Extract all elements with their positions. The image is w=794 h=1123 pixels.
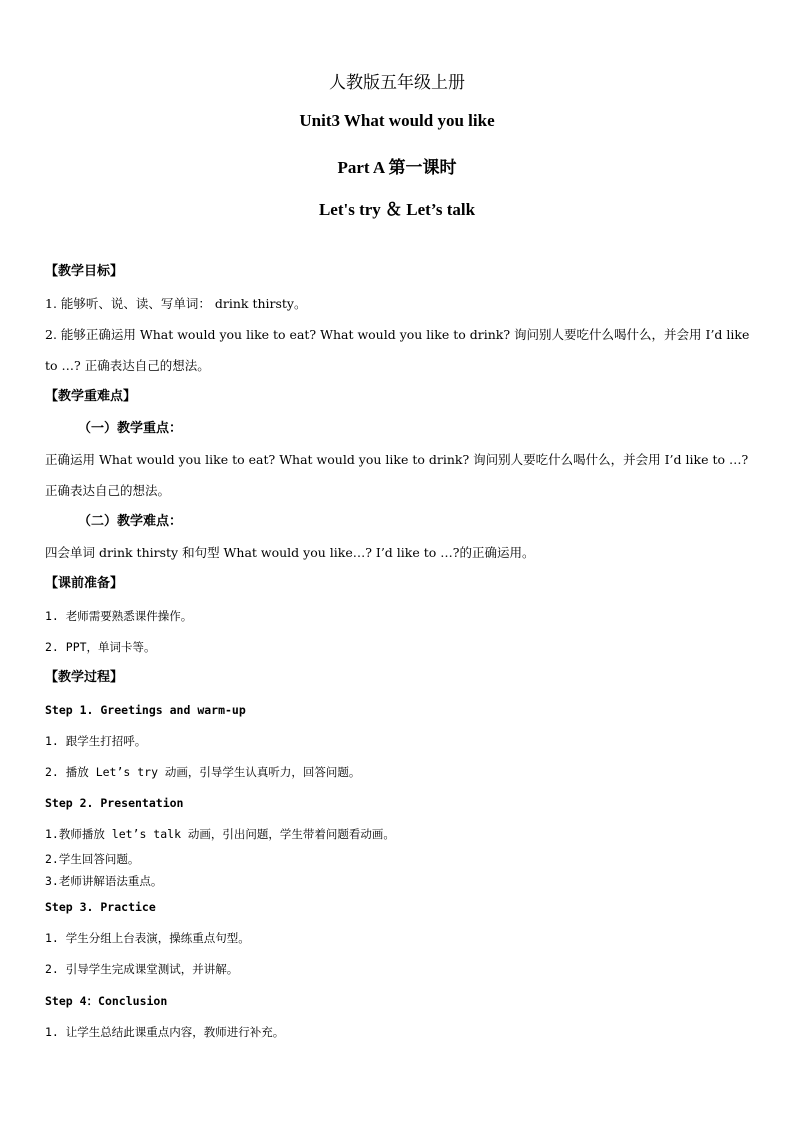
step-2-item-1: 1.教师播放 let’s talk 动画，引出问题，学生带着问题看动画。 bbox=[45, 827, 395, 841]
step-3-item-1: 1. 学生分组上台表演，操练重点句型。 bbox=[45, 931, 250, 945]
difficulty-subheading: （二）教学难点： bbox=[78, 514, 183, 529]
objectives-heading: 【教学目标】 bbox=[45, 264, 124, 279]
preparation-heading: 【课前准备】 bbox=[45, 576, 124, 591]
objective-item-2-line-2: to …? 正确表达自己的想法。 bbox=[45, 358, 210, 373]
key-point-text-line-2: 正确表达自己的想法。 bbox=[45, 483, 171, 498]
step-3-item-2: 2. 引导学生完成课堂测试，并讲解。 bbox=[45, 962, 239, 976]
lesson-title: Let's try ＆ Let’s talk bbox=[318, 200, 476, 219]
key-point-subheading: （一）教学重点： bbox=[78, 421, 183, 436]
step-1-item-2: 2. 播放 Let’s try 动画，引导学生认真听力，回答问题。 bbox=[45, 765, 361, 779]
step-4-title: Step 4：Conclusion bbox=[45, 994, 168, 1008]
part-title: Part A 第一课时 bbox=[337, 158, 457, 177]
step-2-item-2: 2.学生回答问题。 bbox=[45, 852, 140, 866]
difficulty-text: 四会单词 drink thirsty 和句型 What would you like…? I’d like to …?的正确运用。 bbox=[45, 545, 535, 560]
process-heading: 【教学过程】 bbox=[45, 670, 124, 685]
objective-item-2-line-1: 2. 能够正确运用 What would you like to eat? What would you like to drink? 询问别人要吃什么喝什么，并会用 I’d like bbox=[45, 327, 750, 342]
step-2-title: Step 2. Presentation bbox=[45, 796, 184, 810]
key-points-heading: 【教学重难点】 bbox=[45, 389, 137, 404]
key-point-text-line-1: 正确运用 What would you like to eat? What would you like to drink? 询问别人要吃什么喝什么，并会用 I’d like to …? bbox=[45, 452, 749, 467]
step-3-title: Step 3. Practice bbox=[45, 900, 156, 914]
objective-item-1: 1. 能够听、说、读、写单词： drink thirsty。 bbox=[45, 296, 307, 311]
step-2-item-3: 3.老师讲解语法重点。 bbox=[45, 874, 163, 888]
step-4-item-1: 1. 让学生总结此课重点内容，教师进行补充。 bbox=[45, 1025, 285, 1039]
step-1-item-1: 1. 跟学生打招呼。 bbox=[45, 734, 147, 748]
document-title: 人教版五年级上册 bbox=[329, 73, 465, 92]
preparation-item-1: 1. 老师需要熟悉课件操作。 bbox=[45, 609, 193, 623]
unit-title: Unit3 What would you like bbox=[299, 111, 495, 130]
step-1-title: Step 1. Greetings and warm-up bbox=[45, 703, 246, 717]
preparation-item-2: 2. PPT，单词卡等。 bbox=[45, 640, 156, 654]
